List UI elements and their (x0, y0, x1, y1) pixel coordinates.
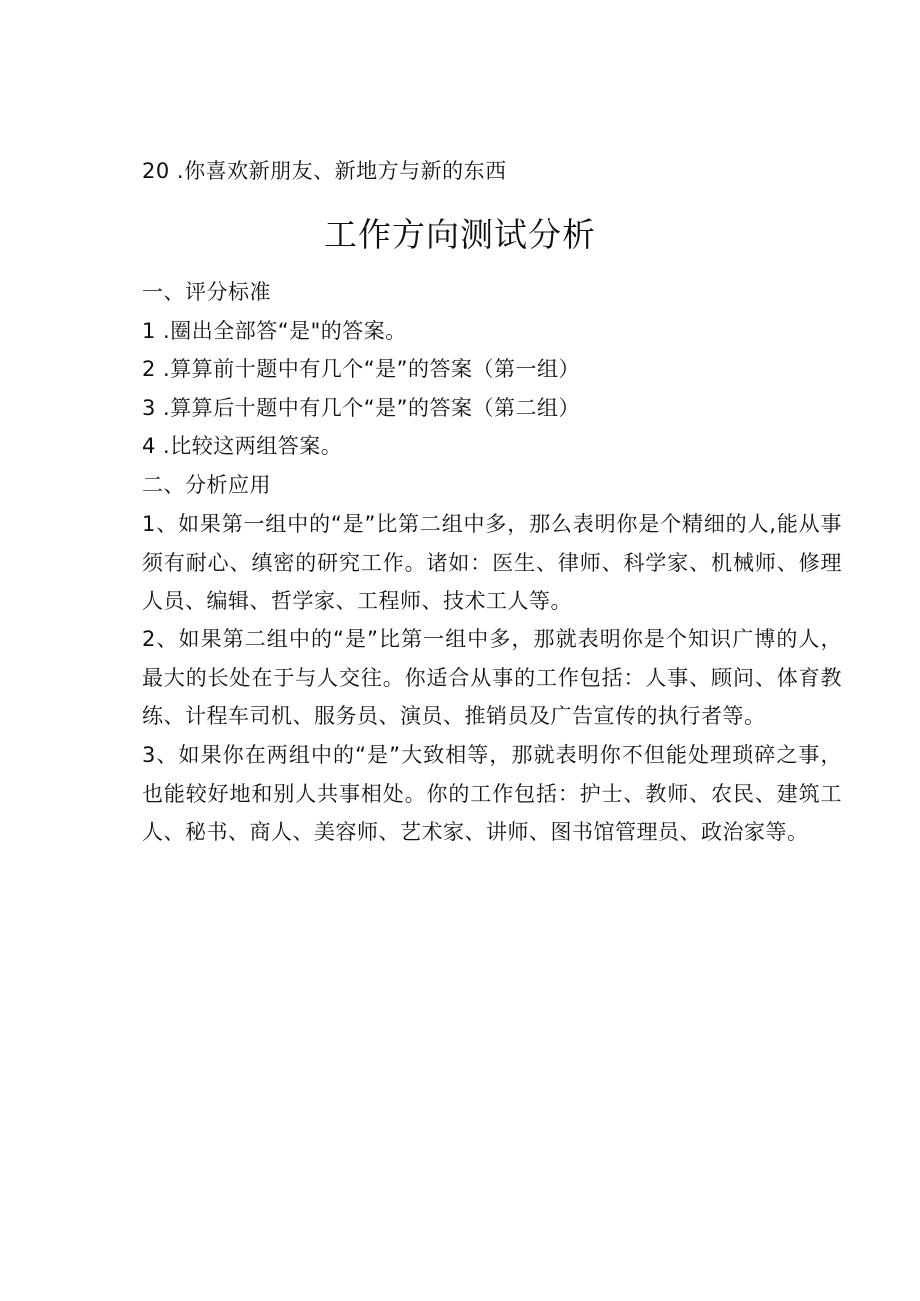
analysis-paragraph-1: 1、如果第一组中的“是”比第二组中多，那么表明你是个精细的人,能从事须有耐心、缜密的研究工作。诸如：医生、律师、科学家、机械师、修理人员、编辑、哲学家、工程师、技术工人等。 (142, 512, 842, 613)
scoring-step-4: 4 .比较这两组答案。 (142, 434, 343, 458)
question-20: 20 .你喜欢新朋友、新地方与新的东西 (142, 159, 507, 183)
analysis-paragraph-2: 2、如果第二组中的“是”比第一组中多，那就表明你是个知识广博的人，最大的长处在于与人交往。你适合从事的工作包括：人事、顾问、体育教练、计程车司机、服务员、演员、推销员及广告宣传的执行者等。 (142, 627, 842, 728)
scoring-step-2: 2 .算算前十题中有几个“是”的答案（第一组） (142, 357, 580, 381)
page-title: 工作方向测试分析 (324, 215, 596, 254)
section-heading-analysis: 二、分析应用 (142, 473, 271, 497)
analysis-paragraph-3: 3、如果你在两组中的“是”大致相等，那就表明你不但能处理琐碎之事，也能较好地和别人共事相处。你的工作包括：护士、教师、农民、建筑工人、秘书、商人、美容师、艺术家、讲师、图书馆管理员、政治家等。 (142, 743, 842, 844)
scoring-step-1: 1 .圈出全部答“是"的答案。 (142, 319, 407, 343)
section-heading-scoring: 一、评分标准 (142, 280, 271, 304)
scoring-step-3: 3 .算算后十题中有几个“是”的答案（第二组） (142, 396, 580, 420)
